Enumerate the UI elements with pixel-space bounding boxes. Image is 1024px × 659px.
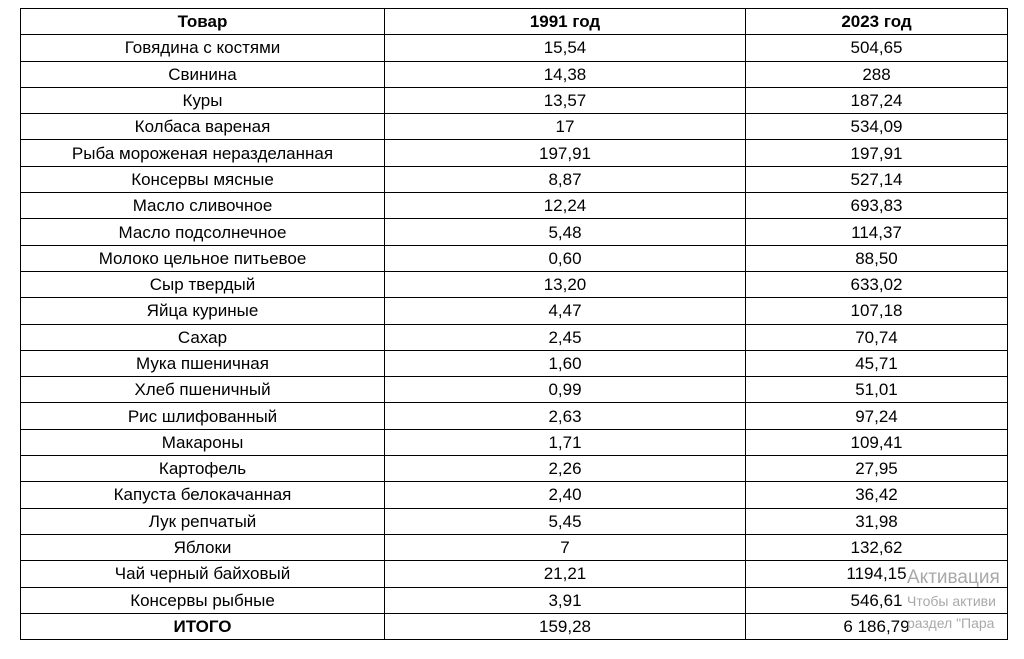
price-2023: 693,83	[746, 193, 1008, 219]
price-2023: 70,74	[746, 324, 1008, 350]
price-2023: 27,95	[746, 456, 1008, 482]
product-name: Рыба мороженая неразделанная	[21, 140, 385, 166]
product-name: Картофель	[21, 456, 385, 482]
table-row	[21, 35, 1008, 61]
product-name: Куры	[21, 87, 385, 113]
table-row	[21, 166, 1008, 192]
price-1991: 13,20	[385, 271, 746, 297]
price-2023: 45,71	[746, 350, 1008, 376]
price-2023: 633,02	[746, 271, 1008, 297]
price-1991: 13,57	[385, 87, 746, 113]
table-row	[21, 140, 1008, 166]
table-row	[21, 456, 1008, 482]
table-row	[21, 508, 1008, 534]
table-row	[21, 87, 1008, 113]
price-1991: 14,38	[385, 61, 746, 87]
price-1991: 2,45	[385, 324, 746, 350]
price-2023: 546,61	[746, 587, 1008, 613]
product-name: Говядина с костями	[21, 35, 385, 61]
price-1991: 12,24	[385, 193, 746, 219]
price-1991: 2,63	[385, 403, 746, 429]
product-name: Капуста белокачанная	[21, 482, 385, 508]
table-row	[21, 193, 1008, 219]
table-row	[21, 298, 1008, 324]
table-row	[21, 271, 1008, 297]
price-1991: 1,60	[385, 350, 746, 376]
product-name: Чай черный байховый	[21, 561, 385, 587]
price-1991: 17	[385, 114, 746, 140]
price-1991: 15,54	[385, 35, 746, 61]
watermark-title: Активация	[907, 567, 1000, 588]
table-row	[21, 324, 1008, 350]
price-2023: 197,91	[746, 140, 1008, 166]
product-name: Хлеб пшеничный	[21, 377, 385, 403]
total-label: ИТОГО	[21, 613, 385, 639]
price-1991: 5,48	[385, 219, 746, 245]
watermark-line-1: Чтобы активи	[907, 593, 996, 609]
price-2023: 132,62	[746, 534, 1008, 560]
product-name: Молоко цельное питьевое	[21, 245, 385, 271]
table-header-row	[21, 9, 1008, 35]
table-row	[21, 403, 1008, 429]
table-row	[21, 114, 1008, 140]
product-name: Сыр твердый	[21, 271, 385, 297]
price-comparison-table	[20, 8, 1008, 640]
table-row	[21, 350, 1008, 376]
product-name: Консервы рыбные	[21, 587, 385, 613]
watermark-line-2: раздел "Пара	[907, 615, 995, 631]
price-2023: 97,24	[746, 403, 1008, 429]
price-1991: 0,60	[385, 245, 746, 271]
price-1991: 1,71	[385, 429, 746, 455]
product-name: Колбаса вареная	[21, 114, 385, 140]
product-name: Консервы мясные	[21, 166, 385, 192]
price-2023: 1194,15	[746, 561, 1008, 587]
price-1991: 8,87	[385, 166, 746, 192]
price-2023: 114,37	[746, 219, 1008, 245]
table-row	[21, 61, 1008, 87]
price-1991: 2,26	[385, 456, 746, 482]
table-row	[21, 377, 1008, 403]
price-2023: 88,50	[746, 245, 1008, 271]
price-2023: 187,24	[746, 87, 1008, 113]
product-name: Сахар	[21, 324, 385, 350]
table-row	[21, 534, 1008, 560]
table-row	[21, 587, 1008, 613]
price-2023: 51,01	[746, 377, 1008, 403]
header-2023: 2023 год	[746, 9, 1008, 35]
total-1991: 159,28	[385, 613, 746, 639]
total-2023: 6 186,79	[746, 613, 1008, 639]
price-1991: 3,91	[385, 587, 746, 613]
price-1991: 7	[385, 534, 746, 560]
price-2023: 36,42	[746, 482, 1008, 508]
price-2023: 109,41	[746, 429, 1008, 455]
price-2023: 504,65	[746, 35, 1008, 61]
table-row	[21, 561, 1008, 587]
price-1991: 0,99	[385, 377, 746, 403]
price-1991: 2,40	[385, 482, 746, 508]
price-1991: 5,45	[385, 508, 746, 534]
price-1991: 197,91	[385, 140, 746, 166]
product-name: Яйца куриные	[21, 298, 385, 324]
product-name: Яблоки	[21, 534, 385, 560]
product-name: Свинина	[21, 61, 385, 87]
product-name: Рис шлифованный	[21, 403, 385, 429]
product-name: Макароны	[21, 429, 385, 455]
price-1991: 21,21	[385, 561, 746, 587]
table-row	[21, 482, 1008, 508]
price-1991: 4,47	[385, 298, 746, 324]
product-name: Мука пшеничная	[21, 350, 385, 376]
product-name: Лук репчатый	[21, 508, 385, 534]
price-2023: 288	[746, 61, 1008, 87]
table-row	[21, 429, 1008, 455]
table-row	[21, 219, 1008, 245]
price-2023: 527,14	[746, 166, 1008, 192]
price-2023: 534,09	[746, 114, 1008, 140]
price-2023: 31,98	[746, 508, 1008, 534]
header-1991: 1991 год	[385, 9, 746, 35]
table-total-row	[21, 613, 1008, 639]
product-name: Масло сливочное	[21, 193, 385, 219]
header-product: Товар	[21, 9, 385, 35]
price-2023: 107,18	[746, 298, 1008, 324]
product-name: Масло подсолнечное	[21, 219, 385, 245]
table-row	[21, 245, 1008, 271]
